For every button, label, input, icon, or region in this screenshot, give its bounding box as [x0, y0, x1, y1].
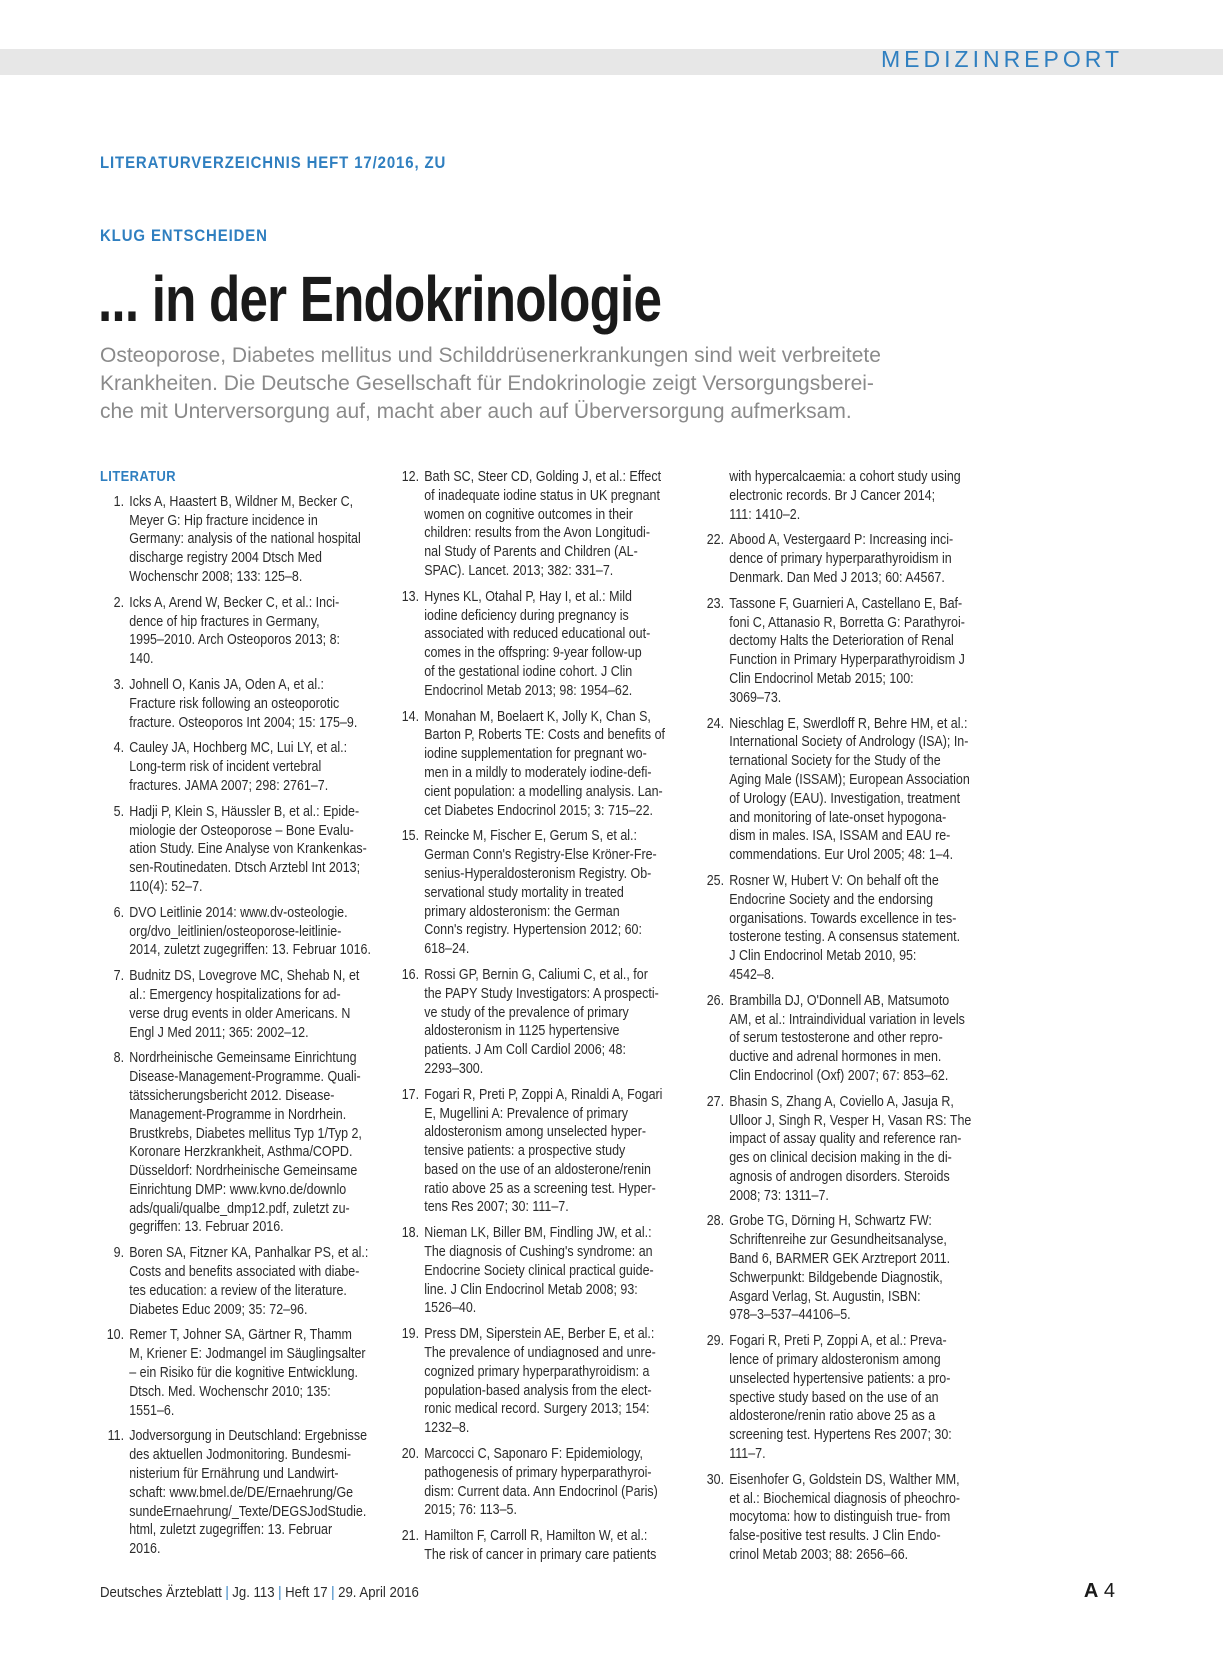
- reference-item: [100, 1049, 380, 1237]
- reference-number: 28.: [706, 1213, 725, 1230]
- reference-item: [100, 967, 380, 1042]
- reference-line: senius-Hyperaldosteronism Registry. Ob-: [424, 865, 652, 882]
- reference-text: [129, 803, 380, 897]
- reference-line: Rossi GP, Bernin G, Caliumi C, et al., for: [424, 966, 648, 983]
- reference-line: Band 6, BARMER GEK Arztreport 2011.: [729, 1251, 951, 1268]
- reference-line: Dtsch. Med. Wochenschr 2010; 135:: [129, 1383, 331, 1400]
- reference-number: 6.: [113, 904, 125, 921]
- reference-number: 26.: [706, 992, 725, 1009]
- reference-line: tosterone testing. A consensus statement.: [729, 929, 961, 946]
- reference-line: of Urology (EAU). Investigation, treatment: [729, 790, 961, 807]
- reference-line: pathogenesis of primary hyperparathyroi-: [424, 1464, 652, 1481]
- reference-item: [700, 715, 990, 865]
- reference-item: [700, 1471, 990, 1565]
- lead-line: Krankheiten. Die Deutsche Gesellschaft für Endokrinologie zeigt Versorgungsberei-: [100, 372, 874, 395]
- reference-text: [424, 468, 685, 581]
- reference-line: comes in the offspring: 9-year follow-up: [424, 645, 642, 662]
- reference-line: 2014, zuletzt zugegriffen: 13. Februar 1016.: [129, 942, 371, 959]
- reference-number: 24.: [706, 715, 725, 732]
- reference-text: [424, 827, 685, 959]
- page-digit: 4: [1103, 1580, 1115, 1602]
- reference-line: population-based analysis from the elect-: [424, 1382, 652, 1399]
- reference-item: [395, 1325, 685, 1438]
- reference-number: 27.: [706, 1093, 725, 1110]
- reference-number: 25.: [706, 872, 725, 889]
- reference-line: the PAPY Study Investigators: A prospecti-: [424, 985, 659, 1002]
- reference-line: Clin Endocrinol Metab 2015; 100:: [729, 670, 914, 687]
- lead-line: Osteoporose, Diabetes mellitus und Schilddrüsenerkrankungen sind weit verbreitete: [100, 344, 881, 367]
- reference-text: [129, 1427, 380, 1559]
- journal-date: 29. April 2016: [338, 1584, 419, 1601]
- reference-text: [729, 595, 990, 708]
- reference-line: Endocrine Society and the endorsing: [729, 891, 934, 908]
- reference-line: Einrichtung DMP: www.kvno.de/downlo: [129, 1181, 347, 1198]
- reference-line: children: results from the Avon Longitudi-: [424, 525, 650, 542]
- reference-line: M, Kriener E: Jodmangel im Säuglingsalter: [129, 1346, 366, 1363]
- reference-line: Press DM, Siperstein AE, Berber E, et al.:: [424, 1326, 655, 1343]
- reference-line: Fogari R, Preti P, Zoppi A, et al.: Preva-: [729, 1333, 947, 1350]
- reference-line: men in a mildly to moderately iodine-defi-: [424, 764, 652, 781]
- reference-number: 20.: [401, 1446, 420, 1463]
- reference-number: 21.: [401, 1528, 420, 1545]
- reference-text: [729, 715, 990, 865]
- reference-line: schaft: www.bmel.de/DE/Ernaehrung/Ge: [129, 1484, 354, 1501]
- reference-line: cet Diabetes Endocrinol 2015; 3: 715–22.: [424, 802, 654, 819]
- reference-line: Denmark. Dan Med J 2013; 60: A4567.: [729, 569, 945, 586]
- reference-line: AM, et al.: Intraindividual variation in levels: [729, 1011, 965, 1028]
- reference-line: tensive patients: a prospective study: [424, 1143, 626, 1160]
- reference-line: Long-term risk of incident vertebral: [129, 759, 322, 776]
- reference-line: International Society of Andrology (ISA); In-: [729, 734, 969, 751]
- reference-line: Function in Primary Hyperparathyroidism J: [729, 652, 965, 669]
- reference-number: 11.: [107, 1428, 125, 1445]
- reference-line: Meyer G: Hip fracture incidence in: [129, 512, 318, 529]
- separator: |: [225, 1584, 229, 1601]
- article-title: ... in der Endokrinologie: [98, 263, 662, 335]
- reference-line: ductive and adrenal hormones in men.: [729, 1049, 942, 1066]
- reference-line: with hypercalcaemia: a cohort study using: [729, 469, 961, 485]
- reference-line: Hynes KL, Otahal P, Hay I, et al.: Mild: [424, 588, 632, 605]
- reference-number: 10.: [106, 1327, 125, 1344]
- reference-line: Icks A, Arend W, Becker C, et al.: Inci-: [129, 594, 340, 611]
- reference-line: primary aldosteronism: the German: [424, 903, 620, 920]
- reference-text: [729, 1332, 990, 1464]
- reference-line: of the gestational iodine cohort. J Clin: [424, 663, 633, 680]
- reference-text: [729, 872, 990, 985]
- reference-item: [700, 872, 990, 985]
- references-heading: LITERATUR: [100, 468, 177, 485]
- reference-line: Koronare Herzkrankheit, Asthma/COPD.: [129, 1144, 353, 1161]
- reference-line: agnosis of androgen disorders. Steroids: [729, 1168, 950, 1185]
- reference-column-3: [700, 468, 990, 1572]
- reference-line: Endocrinol Metab 2013; 98: 1954–62.: [424, 682, 633, 699]
- reference-item: [700, 1332, 990, 1464]
- reference-number: 5.: [113, 803, 125, 820]
- reference-column-1: [100, 468, 380, 1566]
- reference-item: [395, 588, 685, 701]
- reference-line: Grobe TG, Dörning H, Schwartz FW:: [729, 1213, 932, 1230]
- reference-line: women on cognitive outcomes in their: [424, 506, 633, 523]
- reference-line: fracture. Osteoporos Int 2004; 15: 175–9.: [129, 714, 358, 731]
- separator: |: [331, 1584, 335, 1601]
- reference-line: of serum testosterone and other repro-: [729, 1030, 943, 1047]
- reference-number: 9.: [113, 1245, 125, 1262]
- reference-text: [424, 708, 685, 821]
- reference-line: false-positive test results. J Clin Endo-: [729, 1528, 941, 1545]
- reference-text: [729, 1212, 990, 1325]
- reference-line: Disease-Management-Programme. Quali-: [129, 1069, 361, 1086]
- reference-line: Aging Male (ISSAM); European Association: [729, 771, 970, 788]
- reference-line: E, Mugellini A: Prevalence of primary: [424, 1105, 629, 1122]
- page-prefix: A: [1083, 1580, 1099, 1602]
- reference-line: ges on clinical decision making in the di-: [729, 1150, 952, 1167]
- reference-line: based on the use of an aldosterone/renin: [424, 1161, 651, 1178]
- reference-line: impact of assay quality and reference ran-: [729, 1131, 962, 1148]
- reference-number: 2.: [113, 594, 125, 611]
- reference-text: [424, 966, 685, 1079]
- reference-line: German Conn's Registry-Else Kröner-Fre-: [424, 847, 657, 864]
- reference-item: [100, 1427, 380, 1559]
- reference-item: [700, 531, 990, 587]
- reference-number: 29.: [706, 1333, 725, 1350]
- reference-line: Johnell O, Kanis JA, Oden A, et al.:: [129, 676, 325, 693]
- reference-line: iodine deficiency during pregnancy is: [424, 607, 629, 624]
- reference-line: cient population: a modelling analysis. Lan-: [424, 783, 663, 800]
- reference-line: nisterium für Ernährung und Landwirt-: [129, 1466, 339, 1483]
- journal-issue: Heft 17: [285, 1584, 328, 1601]
- reference-line: 1995–2010. Arch Osteoporos 2013; 8:: [129, 632, 341, 649]
- reference-line: 2293–300.: [424, 1060, 484, 1077]
- reference-line: aldosterone/renin ratio above 25 as a: [729, 1408, 936, 1425]
- reference-item: [395, 1086, 685, 1218]
- reference-item: [395, 468, 685, 581]
- reference-line: Boren SA, Fitzner KA, Panhalkar PS, et al.:: [129, 1245, 369, 1262]
- reference-text: [129, 1326, 380, 1420]
- reference-number: 16.: [401, 966, 420, 983]
- reference-line: Fogari R, Preti P, Zoppi A, Rinaldi A, Fogari: [424, 1086, 663, 1103]
- reference-column-2: [395, 468, 685, 1572]
- reference-line: Icks A, Haastert B, Wildner M, Becker C,: [129, 493, 354, 510]
- reference-line: 618–24.: [424, 941, 470, 958]
- reference-line: foni C, Attanasio R, Borretta G: Parathyroi-: [729, 614, 965, 631]
- reference-number: 14.: [401, 708, 420, 725]
- reference-line: Bhasin S, Zhang A, Coviello A, Jasuja R,: [729, 1093, 954, 1110]
- reference-line: Conn's registry. Hypertension 2012; 60:: [424, 922, 642, 939]
- reference-line: aldosteronism among unselected hyper-: [424, 1124, 647, 1141]
- reference-text: [424, 588, 685, 701]
- reference-line: ternational Society for the Study of the: [729, 753, 941, 770]
- reference-text: [729, 1093, 990, 1206]
- reference-line: Brustkrebs, Diabetes mellitus Typ 1/Typ 2,: [129, 1125, 362, 1142]
- reference-line: The diagnosis of Cushing's syndrome: an: [424, 1244, 653, 1261]
- reference-item: [100, 1326, 380, 1420]
- reference-line: nal Study of Parents and Children (AL-: [424, 544, 638, 561]
- reference-text: [424, 1445, 685, 1520]
- reference-line: – ein Risiko für die kognitive Entwicklung.: [129, 1365, 358, 1382]
- reference-line: Brambilla DJ, O'Donnell AB, Matsumoto: [729, 992, 950, 1009]
- reference-line: Clin Endocrinol (Oxf) 2007; 67: 853–62.: [729, 1067, 949, 1084]
- reference-line: et al.: Biochemical diagnosis of pheochro-: [729, 1490, 961, 1507]
- reference-line: sen-Routinedaten. Dtsch Arztebl Int 2013;: [129, 860, 361, 877]
- reference-line: Costs and benefits associated with diabe-: [129, 1264, 360, 1281]
- reference-line: commendations. Eur Urol 2005; 48: 1–4.: [729, 847, 954, 864]
- reference-line: iodine supplementation for pregnant wo-: [424, 746, 647, 763]
- reference-item: [700, 1093, 990, 1206]
- reference-line: miologie der Osteoporose – Bone Evalu-: [129, 822, 354, 839]
- reference-line: DVO Leitlinie 2014: www.dv-osteologie.: [129, 904, 348, 921]
- reference-text: [729, 531, 990, 587]
- reference-number: 23.: [706, 595, 725, 612]
- reference-line: 1551–6.: [129, 1402, 175, 1419]
- reference-line: aldosteronism in 1125 hypertensive: [424, 1023, 620, 1040]
- reference-line: 978–3–537–44106–5.: [729, 1307, 851, 1324]
- reference-item: [395, 827, 685, 959]
- reference-text: [129, 1244, 380, 1319]
- reference-number: 1.: [113, 493, 125, 510]
- journal-volume: Jg. 113: [232, 1584, 275, 1601]
- reference-line: ve study of the prevalence of primary: [424, 1004, 629, 1021]
- reference-number: 4.: [113, 740, 125, 757]
- reference-line: verse drug events in older Americans. N: [129, 1005, 351, 1022]
- reference-line: Cauley JA, Hochberg MC, Lui LY, et al.:: [129, 740, 348, 757]
- reference-line: Bath SC, Steer CD, Golding J, et al.: Effect: [424, 469, 662, 485]
- reference-line: 140.: [129, 651, 154, 668]
- reference-number: 3.: [113, 676, 125, 693]
- reference-line: dence of hip fractures in Germany,: [129, 613, 320, 630]
- reference-line: Nieman LK, Biller BM, Findling JW, et al.:: [424, 1225, 652, 1242]
- reference-line: dism in males. ISA, ISSAM and EAU re-: [729, 828, 951, 845]
- reference-number: 13.: [401, 588, 420, 605]
- reference-line: Reincke M, Fischer E, Gerum S, et al.:: [424, 828, 637, 845]
- reference-line: des aktuellen Jodmonitoring. Bundesmi-: [129, 1447, 352, 1464]
- reference-line: Barton P, Roberts TE: Costs and benefits of: [424, 727, 666, 744]
- reference-item: [700, 992, 990, 1086]
- reference-line: J Clin Endocrinol Metab 2010, 95:: [729, 948, 917, 965]
- reference-line: Hamilton F, Carroll R, Hamilton W, et al.:: [424, 1528, 648, 1545]
- reference-line: dism: Current data. Ann Endocrinol (Paris): [424, 1483, 658, 1500]
- reference-item: [100, 739, 380, 795]
- reference-line: tens Res 2007; 30: 111–7.: [424, 1199, 569, 1216]
- reference-line: Management-Programme in Nordrhein.: [129, 1106, 347, 1123]
- reference-line: ation Study. Eine Analyse von Krankenkas-: [129, 841, 367, 858]
- reference-text: [129, 904, 380, 960]
- reference-line: Jodversorgung in Deutschland: Ergebnisse: [129, 1428, 368, 1445]
- reference-text: [729, 1471, 990, 1565]
- reference-text: [129, 1049, 380, 1237]
- reference-text: [424, 1086, 685, 1218]
- reference-text: [424, 1527, 685, 1565]
- reference-line: fractures. JAMA 2007; 298: 2761–7.: [129, 777, 329, 794]
- reference-line: cognized primary hyperparathyroidism: a: [424, 1363, 650, 1380]
- reference-line: tes education: a review of the literature.: [129, 1282, 347, 1299]
- reference-text: [129, 967, 380, 1042]
- reference-line: 2008; 73: 1311–7.: [729, 1187, 829, 1204]
- reference-number: 7.: [113, 968, 125, 985]
- reference-line: The risk of cancer in primary care patients: [424, 1547, 657, 1564]
- reference-line: Budnitz DS, Lovegrove MC, Shehab N, et: [129, 968, 360, 985]
- reference-line: sundeErnaehrung/_Texte/DEGSJodStudie.: [129, 1503, 367, 1520]
- reference-item: [100, 493, 380, 587]
- reference-line: line. J Clin Endocrinol Metab 2008; 93:: [424, 1281, 638, 1298]
- reference-line: and monitoring of late-onset hypogona-: [729, 809, 947, 826]
- reference-line: html, zuletzt zugegriffen: 13. Februar: [129, 1522, 333, 1539]
- reference-line: SPAC). Lancet. 2013; 382: 331–7.: [424, 562, 614, 579]
- reference-line: organisations. Towards excellence in tes-: [729, 910, 957, 927]
- reference-line: Nieschlag E, Swerdloff R, Behre HM, et al.:: [729, 715, 968, 732]
- reference-line: 2015; 76: 113–5.: [424, 1502, 517, 1519]
- reference-line: Diabetes Educ 2009; 35: 72–96.: [129, 1301, 308, 1318]
- reference-number: 12.: [401, 469, 420, 485]
- reference-text: [129, 739, 380, 795]
- reference-item: [700, 468, 990, 524]
- reference-line: Hadji P, Klein S, Häussler B, et al.: Epide-: [129, 803, 360, 820]
- reference-line: tätssicherungsbericht 2012. Disease-: [129, 1087, 335, 1104]
- reference-line: The prevalence of undiagnosed and unre-: [424, 1345, 656, 1362]
- reference-line: gegriffen: 13. Februar 2016.: [129, 1219, 284, 1236]
- reference-item: [395, 966, 685, 1079]
- reference-line: Eisenhofer G, Goldstein DS, Walther MM,: [729, 1471, 960, 1488]
- reference-line: dence of primary hyperparathyroidism in: [729, 551, 952, 568]
- reference-number: 19.: [401, 1326, 420, 1343]
- reference-number: 30.: [706, 1471, 725, 1488]
- reference-line: ronic medical record. Surgery 2013; 154:: [424, 1401, 650, 1418]
- reference-line: Tassone F, Guarnieri A, Castellano E, Baf-: [729, 595, 963, 612]
- reference-line: Marcocci C, Saponaro F: Epidemiology,: [424, 1446, 644, 1463]
- reference-line: patients. J Am Coll Cardiol 2006; 48:: [424, 1042, 626, 1059]
- reference-line: al.: Emergency hospitalizations for ad-: [129, 986, 341, 1003]
- lead-paragraph: [100, 342, 1000, 426]
- reference-line: Endocrine Society clinical practical guide-: [424, 1262, 654, 1279]
- reference-line: 110(4): 52–7.: [129, 878, 203, 895]
- footer-citation: [100, 1584, 419, 1601]
- reference-item: [100, 676, 380, 732]
- reference-line: Remer T, Johner SA, Gärtner R, Thamm: [129, 1327, 352, 1344]
- reference-line: Monahan M, Boelaert K, Jolly K, Chan S,: [424, 708, 651, 725]
- reference-line: 111–7.: [729, 1446, 766, 1463]
- reference-text: [729, 992, 990, 1086]
- reference-line: Germany: analysis of the national hospital: [129, 531, 361, 548]
- reference-item: [395, 1445, 685, 1520]
- reference-text: [729, 468, 990, 524]
- reference-number: 17.: [401, 1086, 420, 1103]
- overline: KLUG ENTSCHEIDEN: [100, 226, 268, 245]
- reference-line: screening test. Hypertens Res 2007; 30:: [729, 1427, 952, 1444]
- lead-line: che mit Unterversorgung auf, macht aber auch auf Überversorgung aufmerksam.: [100, 400, 852, 423]
- reference-line: Fracture risk following an osteoporotic: [129, 695, 340, 712]
- reference-text: [424, 1325, 685, 1438]
- reference-text: [129, 493, 380, 587]
- reference-line: Asgard Verlag, St. Augustin, ISBN:: [729, 1288, 921, 1305]
- reference-line: of inadequate iodine status in UK pregnant: [424, 487, 660, 504]
- reference-line: discharge registry 2004 Dtsch Med: [129, 550, 322, 567]
- reference-line: 1526–40.: [424, 1300, 477, 1317]
- reference-number: 18.: [401, 1225, 420, 1242]
- reference-line: crinol Metab 2003; 88: 2656–66.: [729, 1547, 909, 1564]
- reference-line: dectomy Halts the Deterioration of Renal: [729, 633, 954, 650]
- reference-line: 2016.: [129, 1541, 161, 1558]
- reference-text: [129, 676, 380, 732]
- reference-line: Engl J Med 2011; 365: 2002–12.: [129, 1024, 309, 1041]
- separator: |: [278, 1584, 282, 1601]
- reference-line: org/dvo_leitlinien/osteoporose-leitlinie-: [129, 923, 342, 940]
- reference-number: 15.: [401, 828, 420, 845]
- journal-name: Deutsches Ärzteblatt: [100, 1584, 222, 1601]
- reference-line: ads/quali/qualbe_dmp12.pdf, zuletzt zu-: [129, 1200, 350, 1217]
- reference-number: 8.: [113, 1050, 125, 1067]
- reference-item: [395, 708, 685, 821]
- reference-line: servational study mortality in treated: [424, 884, 624, 901]
- reference-line: spective study based on the use of an: [729, 1389, 939, 1406]
- reference-line: Ulloor J, Singh R, Vesper H, Vasan RS: The: [729, 1112, 972, 1129]
- reference-line: Schriftenreihe zur Gesundheitsanalyse,: [729, 1232, 947, 1249]
- reference-item: [395, 1527, 685, 1565]
- reference-line: Abood A, Vestergaard P: Increasing inci-: [729, 532, 954, 549]
- reference-item: [395, 1224, 685, 1318]
- reference-line: 3069–73.: [729, 689, 782, 706]
- reference-text: [129, 594, 380, 669]
- reference-line: 4542–8.: [729, 966, 775, 983]
- reference-line: Düsseldorf: Nordrheinische Gemeinsame: [129, 1163, 358, 1180]
- reference-item: [700, 595, 990, 708]
- reference-line: 111: 1410–2.: [729, 506, 801, 523]
- reference-item: [100, 1244, 380, 1319]
- reference-line: Schwerpunkt: Bildgebende Diagnostik,: [729, 1269, 943, 1286]
- reference-line: Nordrheinische Gemeinsame Einrichtung: [129, 1050, 357, 1067]
- reference-number: 22.: [706, 532, 725, 549]
- reference-line: Wochenschr 2008; 133: 125–8.: [129, 568, 303, 585]
- reference-line: Rosner W, Hubert V: On behalf oft the: [729, 872, 939, 889]
- reference-line: ratio above 25 as a screening test. Hyper-: [424, 1180, 656, 1197]
- section-label: MEDIZINREPORT: [881, 46, 1123, 72]
- reference-item: [100, 904, 380, 960]
- reference-item: [100, 594, 380, 669]
- reference-line: electronic records. Br J Cancer 2014;: [729, 487, 936, 504]
- reference-line: associated with reduced educational out-: [424, 626, 651, 643]
- reference-line: 1232–8.: [424, 1420, 470, 1437]
- reference-item: [700, 1212, 990, 1325]
- reference-text: [424, 1224, 685, 1318]
- kicker: LITERATURVERZEICHNIS HEFT 17/2016, ZU: [100, 153, 447, 172]
- reference-item: [100, 803, 380, 897]
- reference-line: lence of primary aldosteronism among: [729, 1352, 941, 1369]
- reference-line: unselected hypertensive patients: a pro-: [729, 1370, 951, 1387]
- page-number: [1084, 1580, 1115, 1603]
- reference-line: mocytoma: how to distinguish true- from: [729, 1509, 951, 1526]
